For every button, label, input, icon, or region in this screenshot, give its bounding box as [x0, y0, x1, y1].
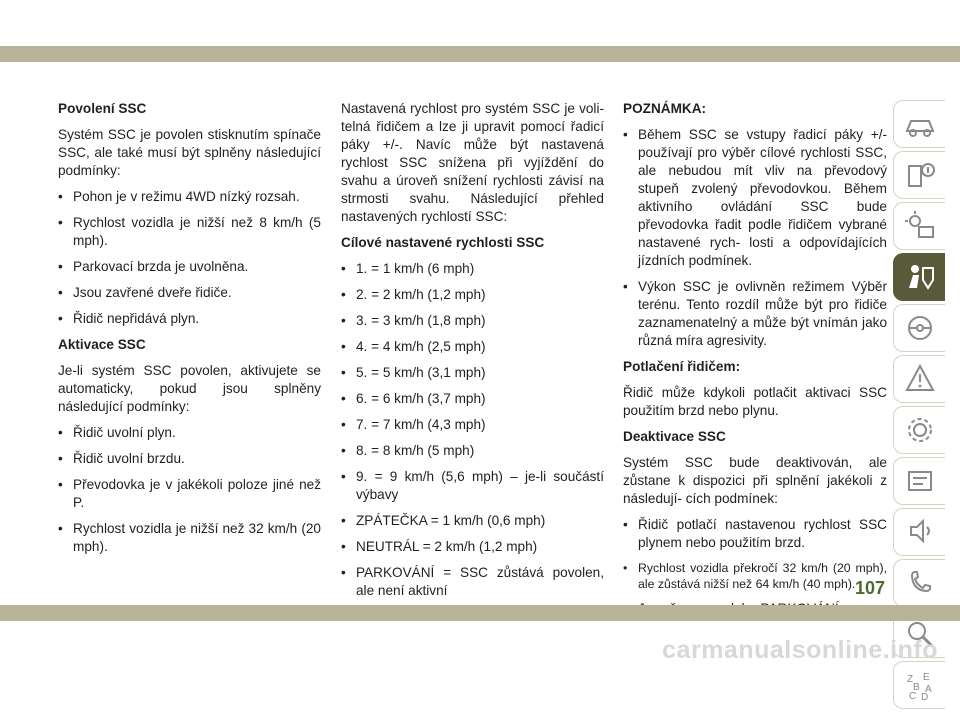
list-item: • Řidič uvolní plyn.	[58, 424, 321, 442]
steering-wheel-icon	[903, 311, 937, 345]
list-item: • Výkon SSC je ovlivněn režimem Výběr terénu. Tento rozdíl může být pro řidiče zaznamenatelný a může být vnímán jako různá míra agresivity.	[623, 278, 887, 350]
list-item: • 3. = 3 km/h (1,8 mph)	[341, 312, 604, 330]
top-band	[0, 0, 960, 62]
list-item: • 7. = 7 km/h (4,3 mph)	[341, 416, 604, 434]
paragraph-set-speed: Nastavená rychlost pro systém SSC je voli- telná řidičem a lze ji upravit pomocí řadicí páky +/-. Navíc může být nastavená rychlost SSC snížena při vyjíždění do svahu a úroveň snížení rychlosti závisí na strmosti svahu. Následující přehled nastavených rychlostí SSC:	[341, 101, 604, 224]
svg-text:C: C	[908, 691, 916, 702]
target-speeds-list	[341, 260, 604, 600]
list-item: • Jsou zavřené dveře řidiče.	[58, 284, 321, 302]
maintenance-icon	[903, 413, 937, 447]
paragraph-deactivate-ssc: Systém SSC bude deaktivován, ale zůstane k dispozici při splnění jakékoli z následují- cích podmínek:	[623, 455, 887, 506]
tab-specifications[interactable]	[893, 457, 945, 505]
tab-car-info[interactable]	[893, 100, 945, 148]
safety-icon	[903, 260, 937, 294]
tab-multimedia[interactable]	[893, 508, 945, 556]
deactivate-conditions-list	[623, 516, 887, 618]
warning-lights-icon	[903, 209, 937, 243]
svg-text:B: B	[912, 682, 920, 693]
watermark-text: carmanualsonline.info	[662, 636, 938, 664]
list-item: • 8. = 8 km/h (5 mph)	[341, 442, 604, 460]
car-info-icon	[903, 107, 937, 141]
list-item: • Rychlost vozidla překročí 32 km/h (20 mph), ale zůstává nižší než 64 km/h (40 mph).	[623, 560, 887, 592]
list-item: • Pohon je v režimu 4WD nízký rozsah.	[58, 188, 321, 206]
activate-conditions-list	[58, 424, 321, 556]
list-item: • Řidič nepřidává plyn.	[58, 310, 321, 328]
heading-deactivate-ssc: Deaktivace SSC	[623, 429, 726, 444]
header-bar	[0, 46, 960, 62]
list-item: • 4. = 4 km/h (2,5 mph)	[341, 338, 604, 356]
tab-alphabetical-index[interactable]	[893, 661, 945, 709]
list-item: • 9. = 9 km/h (5,6 mph) – je-li součástí výbavy	[341, 468, 604, 504]
footer-bar	[0, 605, 960, 621]
multimedia-icon	[903, 515, 937, 549]
tab-emergency[interactable]	[893, 355, 945, 403]
tab-steering-wheel[interactable]	[893, 304, 945, 352]
emergency-icon	[903, 362, 937, 396]
list-item: • 2. = 2 km/h (1,2 mph)	[341, 286, 604, 304]
watermark	[0, 636, 960, 665]
tab-safety[interactable]	[893, 253, 945, 301]
heading-driver-override: Potlačení řidičem:	[623, 359, 741, 374]
list-item: • NEUTRÁL = 2 km/h (1,2 mph)	[341, 538, 604, 556]
tab-fuel-info[interactable]	[893, 151, 945, 199]
list-item: • Rychlost vozidla je nižší než 8 km/h (5 mph).	[58, 214, 321, 250]
page-number: 107	[855, 578, 886, 598]
list-item: • Rychlost vozidla je nižší než 32 km/h (20 mph).	[58, 520, 321, 556]
heading-enable-ssc: Povolení SSC	[58, 101, 147, 116]
svg-text:Z: Z	[906, 674, 913, 685]
tab-maintenance[interactable]	[893, 406, 945, 454]
alphabetical-index-icon	[903, 668, 937, 702]
note-list	[623, 126, 887, 350]
column-3	[623, 100, 887, 626]
list-item: • Převodovka je v jakékoli poloze jiné než P.	[58, 476, 321, 512]
paragraph-driver-override: Řidič může kdykoli potlačit aktivaci SSC použitím brzd nebo plynu.	[623, 385, 887, 418]
enable-conditions-list	[58, 188, 321, 328]
list-item: • 5. = 5 km/h (3,1 mph)	[341, 364, 604, 382]
paragraph-enable-ssc: Systém SSC je povolen stisknutím spínače SSC, ale také musí být splněny následující podmínky:	[58, 127, 321, 178]
list-item: • ZPÁTEČKA = 1 km/h (0,6 mph)	[341, 512, 604, 530]
heading-activate-ssc: Aktivace SSC	[58, 337, 146, 352]
list-item: • Parkovací brzda je uvolněna.	[58, 258, 321, 276]
list-item: • Řidič uvolní brzdu.	[58, 450, 321, 468]
customer-assistance-icon	[903, 566, 937, 600]
svg-text:D: D	[920, 692, 928, 702]
paragraph-activate-ssc: Je-li systém SSC povolen, aktivujete se automaticky, pokud jsou splněny následující podmínky:	[58, 363, 321, 414]
column-2	[341, 100, 604, 608]
svg-text:A: A	[924, 684, 932, 695]
list-item: • Řidič potlačí nastavenou rychlost SSC plynem nebo použitím brzd.	[623, 516, 887, 552]
list-item: • 1. = 1 km/h (6 mph)	[341, 260, 604, 278]
svg-text:E: E	[922, 672, 930, 683]
column-1	[58, 100, 321, 564]
list-item: • Během SSC se vstupy řadicí páky +/- používají pro výběr cílové rychlosti SSC, ale nebudou mít vliv na převodový stupeň zvolený převodovkou. Během aktivního ovládání SSC bude převodovka řadit podle řidičem vybrané nastavené rych- losti a odpovídajících jízdních podmínek.	[623, 126, 887, 270]
specifications-icon	[903, 464, 937, 498]
list-item: • PARKOVÁNÍ = SSC zůstává povolen, ale není aktivní	[341, 564, 604, 600]
fuel-info-icon	[903, 158, 937, 192]
list-item: • 6. = 6 km/h (3,7 mph)	[341, 390, 604, 408]
tab-warning-lights[interactable]	[893, 202, 945, 250]
heading-note: POZNÁMKA:	[623, 101, 707, 116]
tab-customer-assistance[interactable]	[893, 559, 945, 607]
heading-target-speeds: Cílové nastavené rychlosti SSC	[341, 235, 545, 250]
